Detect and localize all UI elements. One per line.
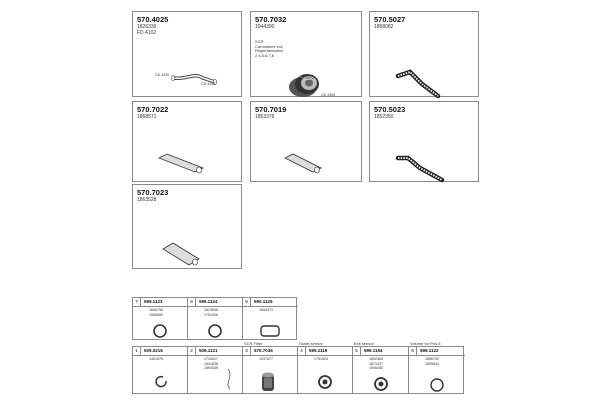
accessory-cell-5[interactable] <box>353 347 409 393</box>
part-refs: 1734617 1541836 1694039 <box>204 357 218 370</box>
part-code: 570.7036 <box>254 348 273 353</box>
part-refs: 1401576 <box>149 357 163 361</box>
part-code: 570.5023 <box>374 105 406 114</box>
flex-pipe-illustration <box>370 102 480 183</box>
part-code: 570.7032 <box>255 15 287 24</box>
part-code: 599.1123 <box>144 299 163 304</box>
part-refs: 1868571 <box>137 114 157 120</box>
clamp-ring-icon <box>188 298 243 341</box>
caption-scr-filter: SCR Filter <box>244 341 263 346</box>
exhaust-pipe-illustration <box>133 12 243 98</box>
scr-silencer-illustration <box>251 12 363 98</box>
part-code: 570.7022 <box>137 105 169 114</box>
accessory-cell-8[interactable] <box>188 298 243 339</box>
part-refs: 1937677 <box>259 357 273 361</box>
dimension-label: ID 4270 <box>301 76 314 80</box>
sensor-icon <box>298 347 353 395</box>
clamp-ring-icon <box>409 347 465 395</box>
item-number: 2 <box>188 347 196 355</box>
accessory-cell-3[interactable] <box>243 347 298 393</box>
part-refs: 1853376 <box>255 114 275 120</box>
caption-volume: Volume for Pos.5 <box>410 341 441 346</box>
part-card-570-5023[interactable] <box>369 101 479 182</box>
accessory-cell-9[interactable] <box>243 298 298 339</box>
part-code: 599.1194 <box>364 348 383 353</box>
part-refs: 1868082 <box>374 24 394 30</box>
part-refs: 1686732 1699644 <box>425 357 439 366</box>
clamp-ring-icon <box>133 347 188 395</box>
accessory-cell-6[interactable] <box>409 347 465 393</box>
sensor-icon <box>353 347 409 395</box>
part-note: SCR Carrosserie ext. Réglementation 2,4,5,6,7,8 <box>255 39 284 58</box>
part-card-570-7019[interactable] <box>250 101 362 182</box>
wire-icon <box>188 347 243 395</box>
part-card-570-7022[interactable] <box>132 101 242 182</box>
accessory-table-top <box>132 297 297 340</box>
part-refs: 1751524 <box>314 357 328 361</box>
dimension-label: CD 4230 <box>201 82 216 86</box>
flex-pipe-illustration <box>370 12 480 98</box>
dimension-label: CD 4300 <box>321 93 336 97</box>
part-refs: 1523548 1751306 <box>204 308 218 317</box>
part-refs: 1852350 <box>374 114 394 120</box>
part-code: 570.7019 <box>255 105 287 114</box>
item-number: 6 <box>409 347 417 355</box>
part-refs: 1863528 <box>137 197 157 203</box>
part-refs: 1826336 FD 4102 <box>137 24 157 36</box>
flex-hose-illustration <box>133 102 243 183</box>
part-code: 599.1122 <box>420 348 439 353</box>
item-number: 7 <box>133 298 141 306</box>
part-code: 599.1124 <box>199 299 218 304</box>
accessory-cell-7[interactable] <box>133 298 188 339</box>
part-refs: 1694373 <box>259 308 273 312</box>
item-number: 1 <box>133 347 141 355</box>
item-number: 3 <box>243 347 251 355</box>
accessory-cell-1[interactable] <box>133 347 188 393</box>
part-refs: 1606796 1508089 <box>149 308 163 317</box>
part-code: 590.1125 <box>254 299 273 304</box>
caption-outlet-sensor: Outlet sensor <box>299 341 323 346</box>
part-code: 599.1119 <box>309 348 328 353</box>
dimension-label: CD 4230 <box>155 73 170 77</box>
item-number: 4 <box>298 347 306 355</box>
part-card-570-4025[interactable] <box>132 11 242 97</box>
clamp-ring-icon <box>133 298 188 341</box>
part-refs: 1692383 1871437 1906450 <box>369 357 383 370</box>
part-code: 570.5027 <box>374 15 406 24</box>
part-code: 570.7023 <box>137 188 169 197</box>
gasket-icon <box>243 298 298 341</box>
scr-filter-icon <box>243 347 298 395</box>
caption-exit-sensor: Exit sensor <box>354 341 374 346</box>
accessory-cell-2[interactable] <box>188 347 243 393</box>
item-number: 8 <box>188 298 196 306</box>
part-code: 509.0215 <box>144 348 163 353</box>
accessory-cell-4[interactable] <box>298 347 353 393</box>
item-number: 5 <box>353 347 361 355</box>
part-card-570-5027[interactable] <box>369 11 479 97</box>
flex-hose-illustration <box>133 185 243 270</box>
item-number: 9 <box>243 298 251 306</box>
part-card-570-7023[interactable] <box>132 184 242 269</box>
accessory-table-bottom <box>132 346 464 394</box>
part-refs: 1944390 <box>255 24 275 30</box>
part-card-570-7032[interactable] <box>250 11 362 97</box>
part-code: 509.1121 <box>199 348 218 353</box>
flex-hose-illustration <box>251 102 363 183</box>
part-code: 570.4025 <box>137 15 169 24</box>
